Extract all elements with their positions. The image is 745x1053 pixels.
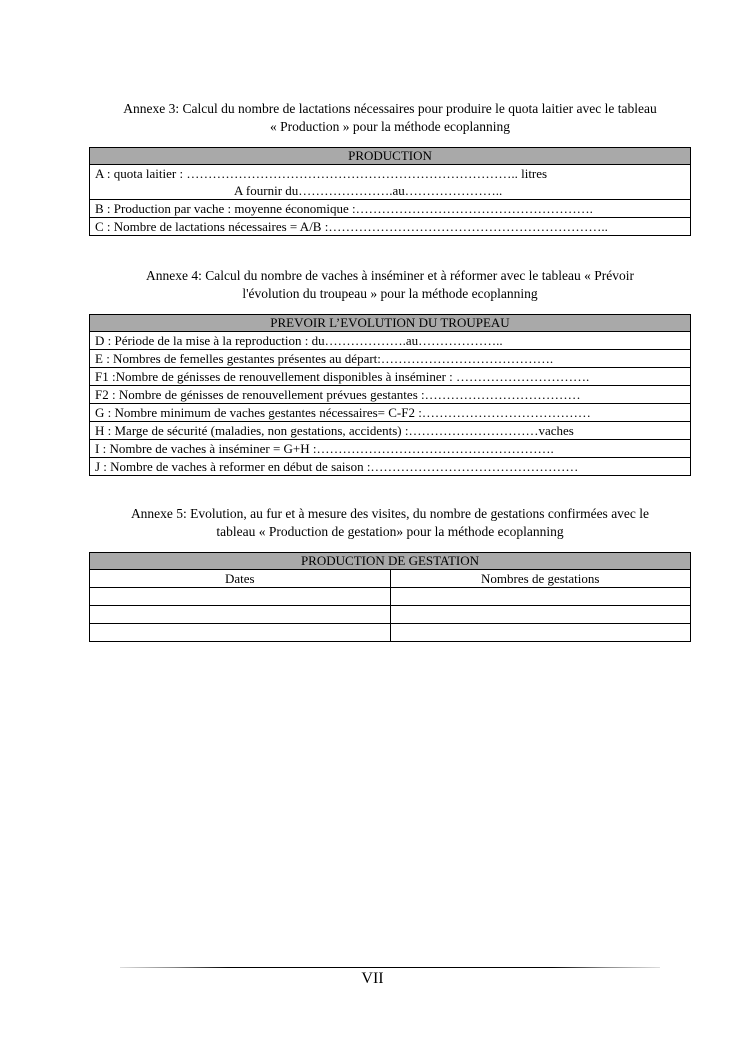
annex5-caption-line2: tableau « Production de gestation» pour la méthode ecoplanning — [216, 524, 564, 539]
empty-cell-dates — [90, 624, 391, 642]
annex5-caption — [90, 505, 690, 541]
empty-cell-gestations — [390, 606, 691, 624]
annex5-caption-line1: Annexe 5: Evolution, au fur et à mesure des visites, du nombre de gestations confirmées avec le — [130, 506, 650, 521]
row-quota-laitier — [90, 165, 691, 200]
table-row — [90, 606, 691, 624]
row-d-periode-reproduction: D : Période de la mise à la reproduction : du……………….au……………….. — [90, 332, 691, 350]
annex4-caption — [90, 267, 690, 303]
row-h-marge-securite: H : Marge de sécurité (maladies, non gestations, accidents) :…………………………vaches — [90, 422, 691, 440]
production-table-header: PRODUCTION — [90, 148, 691, 165]
row-production-par-vache: B : Production par vache : moyenne économique :………………………………………………. — [90, 200, 691, 218]
row-i-vaches-a-inseminer: I : Nombre de vaches à inséminer = G+H :………………………………………………. — [90, 440, 691, 458]
row-g-vaches-gestantes-minimum: G : Nombre minimum de vaches gestantes nécessaires= C-F2 :………………………………… — [90, 404, 691, 422]
empty-cell-dates — [90, 606, 391, 624]
column-header-gestations: Nombres de gestations — [390, 570, 691, 588]
annex3-caption — [90, 100, 690, 136]
page-number: VII — [361, 970, 384, 987]
table-row — [90, 624, 691, 642]
production-table — [89, 147, 691, 236]
annex4-caption-line2: l'évolution du troupeau » pour la méthode ecoplanning — [242, 286, 538, 301]
table-row — [90, 588, 691, 606]
production-gestation-table — [89, 552, 691, 642]
row-e-femelles-gestantes: E : Nombres de femelles gestantes présentes au départ:…………………………………. — [90, 350, 691, 368]
footer-divider — [120, 967, 660, 968]
row-j-vaches-a-reformer: J : Nombre de vaches à reformer en début de saison :………………………………………… — [90, 458, 691, 476]
row-quota-laitier-line2: A fournir du………………….au………………….. — [234, 183, 503, 198]
row-quota-laitier-line1: A : quota laitier : ………………………………………………………………….. litres — [95, 166, 548, 181]
annex3-caption-line1: Annexe 3: Calcul du nombre de lactations nécessaires pour produire le quota laitier avec le tableau — [123, 101, 657, 116]
column-header-dates: Dates — [90, 570, 391, 588]
prevoir-evolution-table-header: PREVOIR L’EVOLUTION DU TROUPEAU — [90, 315, 691, 332]
production-gestation-table-header: PRODUCTION DE GESTATION — [90, 553, 691, 570]
prevoir-evolution-table — [89, 314, 691, 476]
row-f2-genisses-prevues: F2 : Nombre de génisses de renouvellement prévues gestantes :……………………………… — [90, 386, 691, 404]
row-nombre-lactations: C : Nombre de lactations nécessaires = A/B :……………………………………………………….. — [90, 218, 691, 236]
empty-cell-gestations — [390, 588, 691, 606]
empty-cell-gestations — [390, 624, 691, 642]
empty-cell-dates — [90, 588, 391, 606]
row-f1-genisses-disponibles: F1 :Nombre de génisses de renouvellement disponibles à inséminer : …………………………. — [90, 368, 691, 386]
annex4-caption-line1: Annexe 4: Calcul du nombre de vaches à inséminer et à réformer avec le tableau « Prévoir — [145, 268, 635, 283]
annex3-caption-line2: « Production » pour la méthode ecoplanning — [270, 119, 510, 134]
